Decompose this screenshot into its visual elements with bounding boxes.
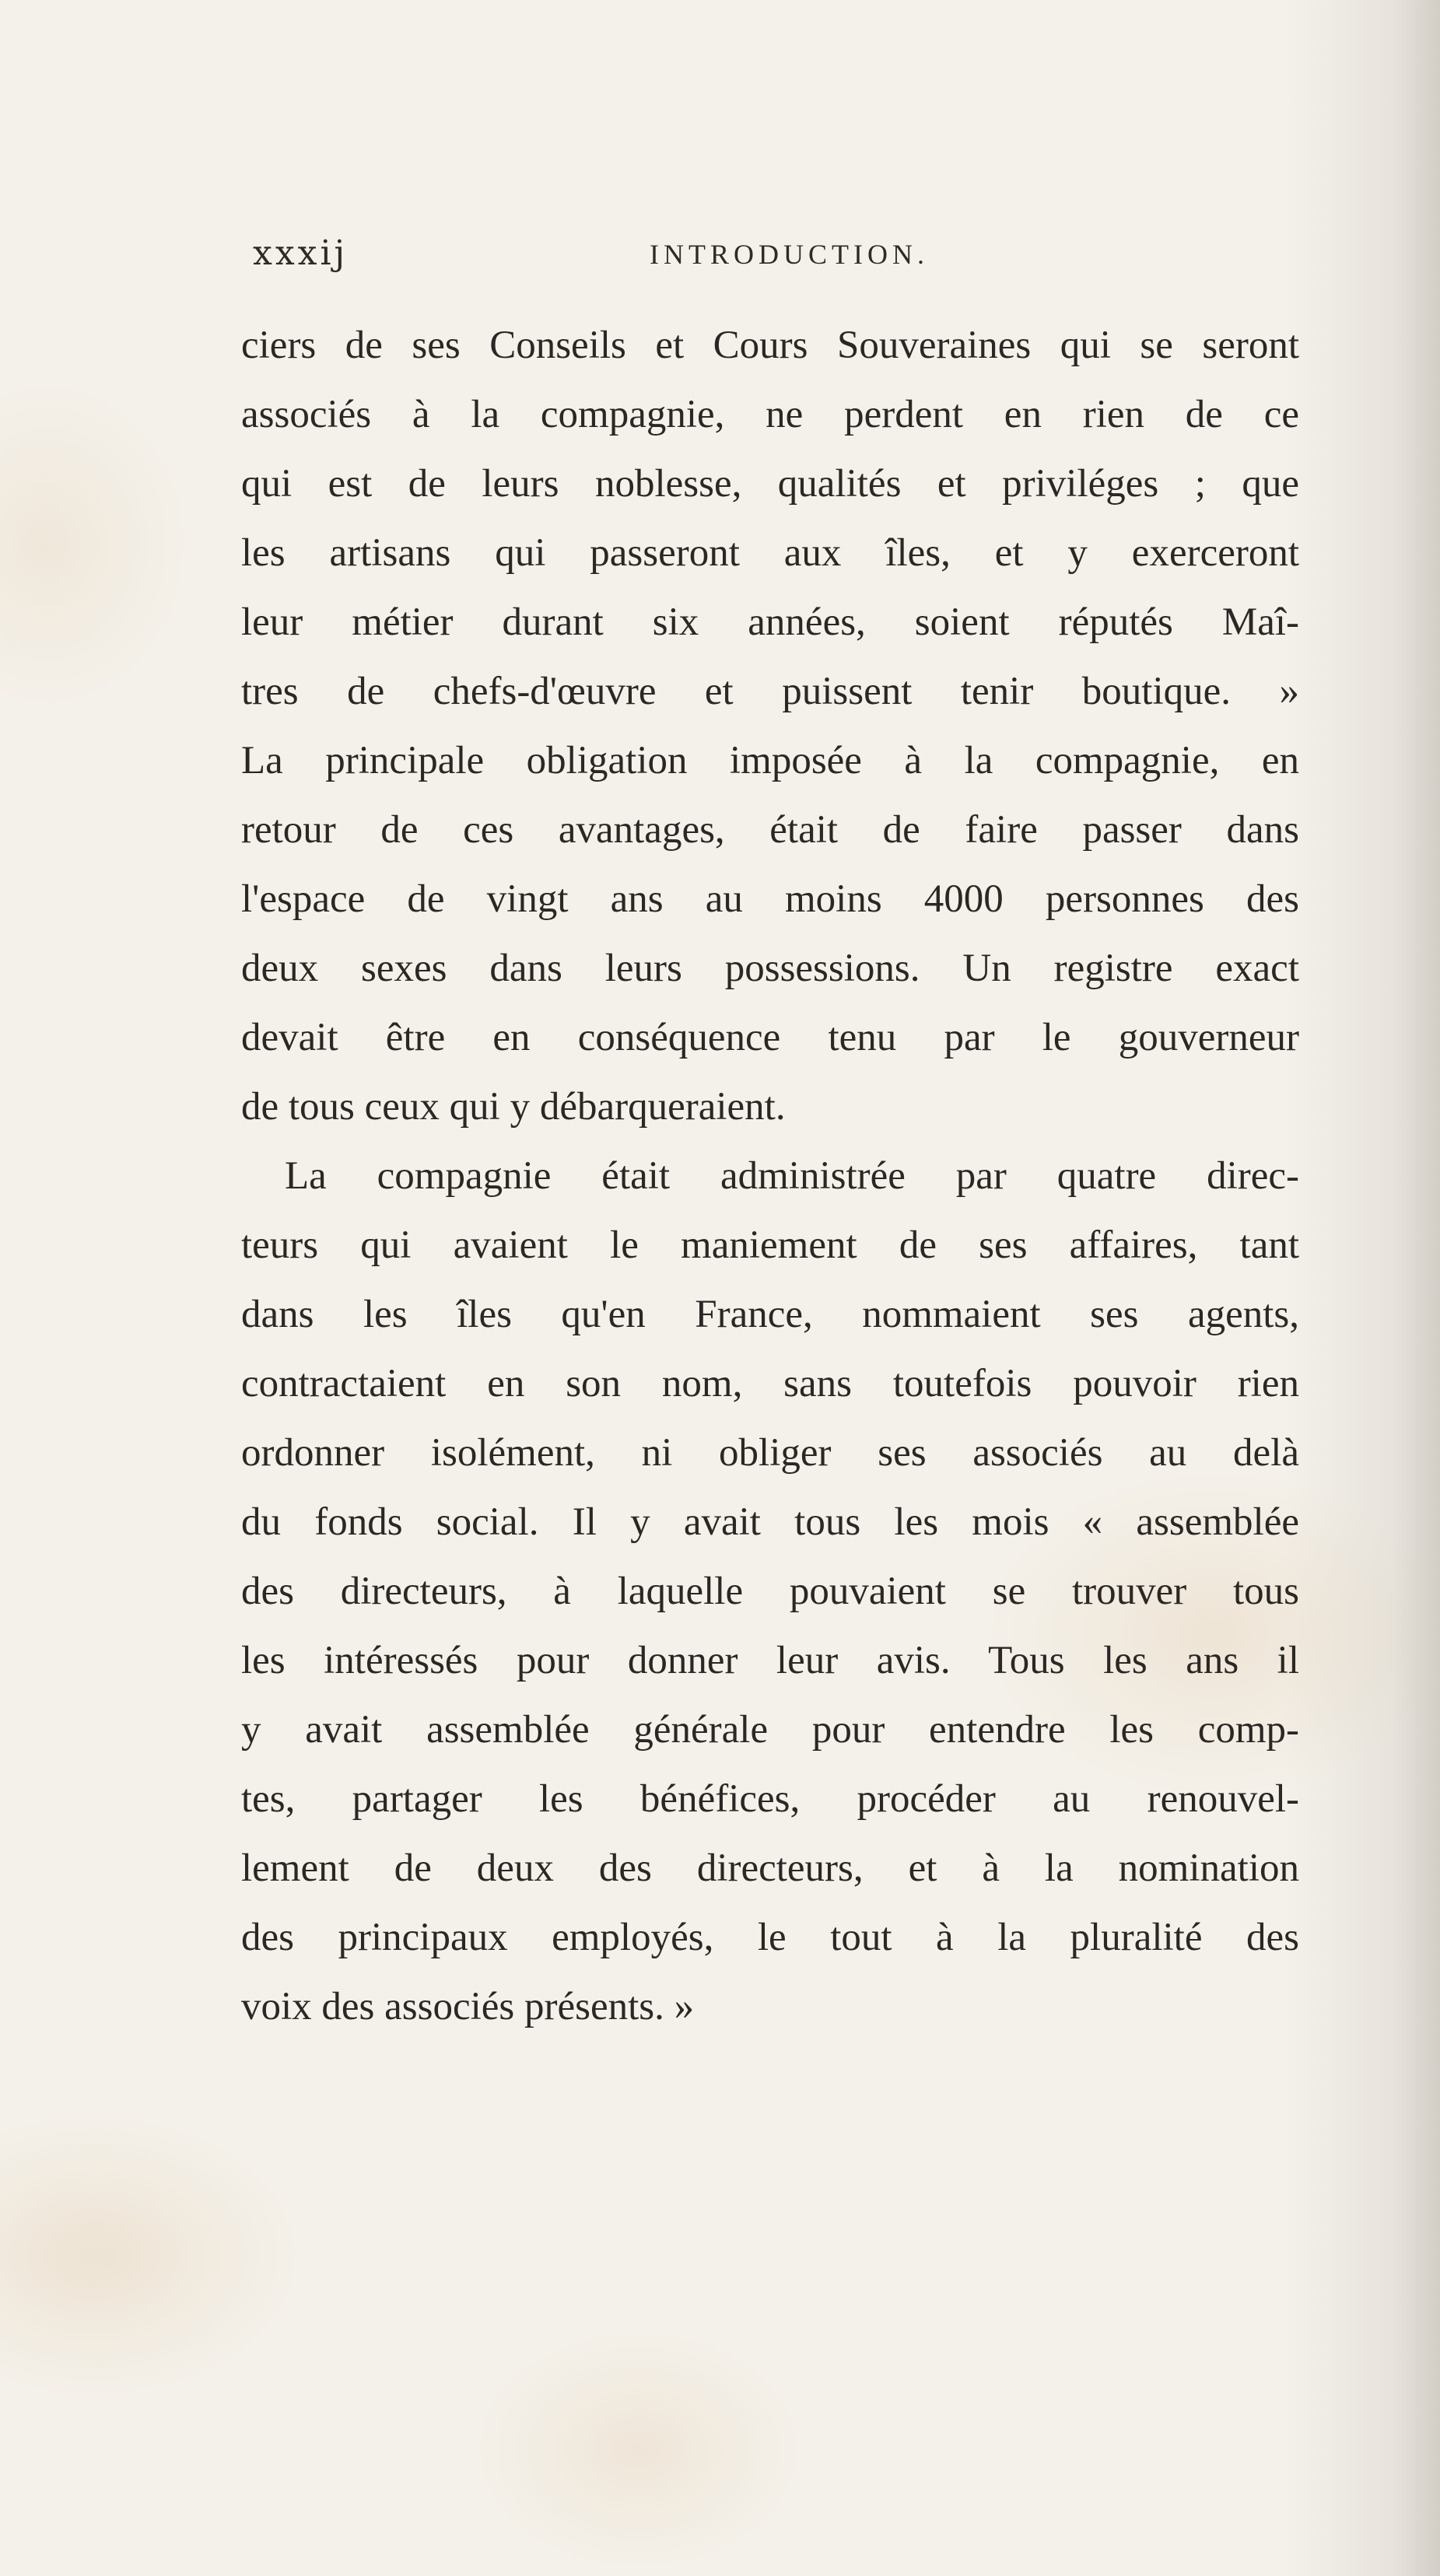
text-line: associés à la compagnie, ne perdent en rien de ce xyxy=(241,393,1299,436)
running-head xyxy=(0,233,1440,288)
text-line: La compagnie était administrée par quatre direc- xyxy=(285,1154,1299,1198)
text-line: La principale obligation imposée à la compagnie, en xyxy=(241,739,1299,782)
text-line: de tous ceux qui y débarqueraient. xyxy=(241,1085,786,1129)
text-line: tres de chefs-d'œuvre et puissent tenir boutique. » xyxy=(241,670,1299,713)
text-line: dans les îles qu'en France, nommaient ses agents, xyxy=(241,1293,1299,1336)
text-line: ordonner isolément, ni obliger ses associés au delà xyxy=(241,1431,1299,1475)
text-line: tes, partager les bénéfices, procéder au renouvel- xyxy=(241,1777,1299,1821)
text-line: lement de deux des directeurs, et à la nomination xyxy=(241,1846,1299,1890)
text-line: des principaux employés, le tout à la pluralité des xyxy=(241,1916,1299,1959)
text-line: leur métier durant six années, soient réputés Maî- xyxy=(241,600,1299,644)
page-number: xxxij xyxy=(253,233,349,273)
text-line: deux sexes dans leurs possessions. Un registre exact xyxy=(241,947,1299,990)
text-line: les artisans qui passeront aux îles, et y exerceront xyxy=(241,531,1299,575)
text-line: du fonds social. Il y avait tous les mois « assemblée xyxy=(241,1500,1299,1544)
text-line: des directeurs, à laquelle pouvaient se trouver tous xyxy=(241,1570,1299,1613)
text-line: les intéressés pour donner leur avis. Tous les ans il xyxy=(241,1639,1299,1682)
text-line: devait être en conséquence tenu par le gouverneur xyxy=(241,1016,1299,1059)
text-line: voix des associés présents. » xyxy=(241,1985,695,2028)
body-text xyxy=(241,311,1299,2042)
text-line: contractaient en son nom, sans toutefois pouvoir rien xyxy=(241,1362,1299,1405)
running-title: INTRODUCTION. xyxy=(650,239,929,270)
text-line: ciers de ses Conseils et Cours Souveraines qui se seront xyxy=(241,324,1299,367)
text-line: qui est de leurs noblesse, qualités et priviléges ; que xyxy=(241,462,1299,506)
text-line: y avait assemblée générale pour entendre les comp- xyxy=(241,1708,1299,1752)
text-line: retour de ces avantages, était de faire passer dans xyxy=(241,808,1299,852)
text-line: teurs qui avaient le maniement de ses affaires, tant xyxy=(241,1223,1299,1267)
text-line: l'espace de vingt ans au moins 4000 personnes des xyxy=(241,877,1299,921)
